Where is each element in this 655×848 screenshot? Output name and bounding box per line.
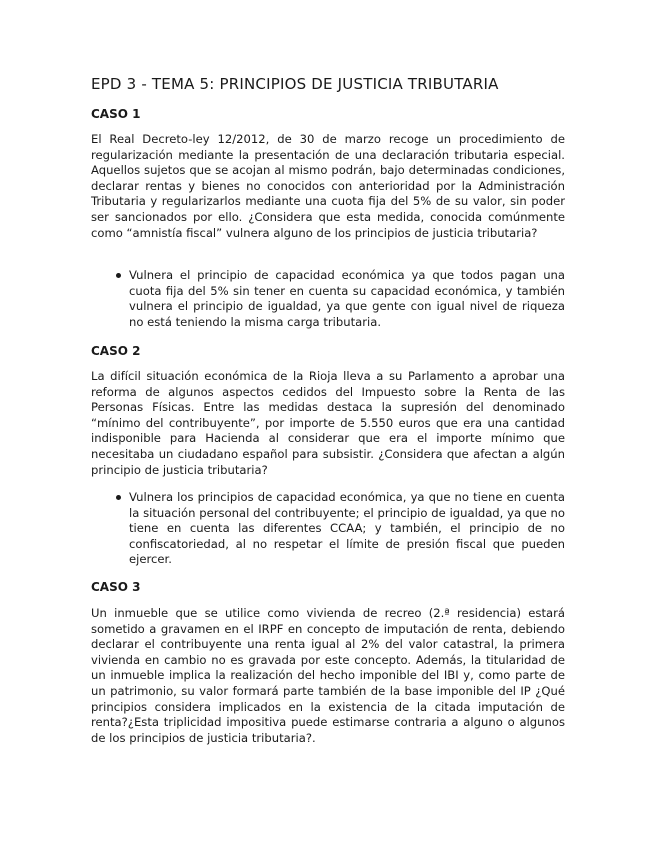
case-1-answer: Vulnera el principio de capacidad económica ya que todos pagan una cuota fija del 5% sin tener en cuenta su capacidad económica, y también vulnera el principio de igualdad, ya que gente con igual nivel de riqueza no está teniendo la misma carga tributaria.	[129, 268, 565, 329]
case-3-question: Un inmueble que se utilice como vivienda de recreo (2.ª residencia) estará sometido a gravamen en el IRPF en concepto de imputación de renta, debiendo declarar el contribuyente una renta igual al 2% del valor catastral, la primera vivienda en cambio no es gravada por este concepto. Además, la titularidad de un inmueble implica la realización del hecho imponible del IBI y, como parte de un patrimonio, su valor formará parte también de la base imponible del IP ¿Qué principios considera implicados en la existencia de la citada imputación de renta?¿Esta triplicidad impositiva puede estimarse contraria a alguno o algunos de los principios de justicia tributaria?.	[91, 606, 565, 745]
case-2-question: La difícil situación económica de la Rioja lleva a su Parlamento a aprobar una reforma de algunos aspectos cedidos del Impuesto sobre la Renta de las Personas Físicas. Entre las medidas destaca la supresión del denominado “mínimo del contribuyente”, por importe de 5.550 euros que era una cantidad indisponible para Hacienda al considerar que era el importe mínimo que necesitaba un ciudadano español para subsistir. ¿Considera que afectan a algún principio de justicia tributaria?	[91, 369, 565, 477]
case-1-heading: CASO 1	[91, 107, 141, 121]
case-2-answer: Vulnera los principios de capacidad económica, ya que no tiene en cuenta la situación personal del contribuyente; el principio de igualdad, ya que no tiene en cuenta las diferentes CCAA; y también, el principio de no confiscatoriedad, al no respetar el límite de presión fiscal que pueden ejercer.	[129, 490, 565, 567]
case-3-heading: CASO 3	[91, 580, 141, 594]
bullet-icon	[116, 273, 121, 278]
bullet-icon	[116, 495, 121, 500]
document-title: EPD 3 - TEMA 5: PRINCIPIOS DE JUSTICIA TRIBUTARIA	[91, 75, 499, 93]
case-1-question: El Real Decreto-ley 12/2012, de 30 de marzo recoge un procedimiento de regularización mediante la presentación de una declaración tributaria especial. Aquellos sujetos que se acojan al mismo podrán, bajo determinadas condiciones, declarar rentas y bienes no conocidos con anterioridad por la Administración Tributaria y regularizarlos mediante una cuota fija del 5% de su valor, sin poder ser sancionados por ello. ¿Considera que esta medida, conocida comúnmente como “amnistía fiscal” vulnera alguno de los principios de justicia tributaria?	[91, 132, 565, 240]
case-2-heading: CASO 2	[91, 344, 141, 358]
